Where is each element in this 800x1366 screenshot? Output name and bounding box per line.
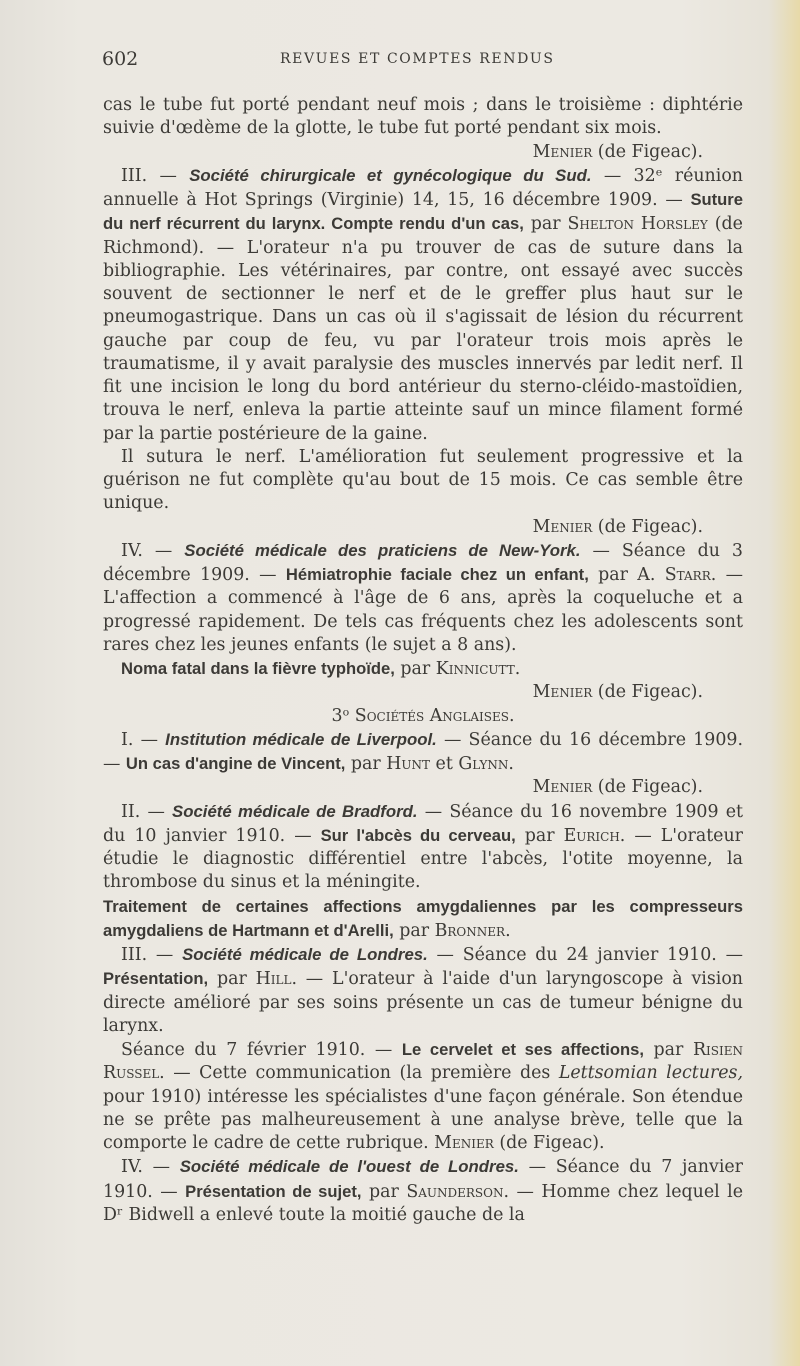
author-name: Risien Russel bbox=[103, 1040, 744, 1084]
report-title: Suture du nerf récurrent du larynx. Compte rendu d'un cas, bbox=[103, 190, 743, 234]
author-name: Glynn bbox=[458, 754, 509, 774]
report-title: Sur l'abcès du cerveau, bbox=[320, 825, 516, 845]
society-name: Société médicale de Londres. bbox=[182, 945, 428, 964]
society-name: Société médicale des praticiens de New-York. bbox=[184, 540, 581, 560]
report-entry: I. — Institution médicale de Liverpool. — Séance du 16 décembre 1909. — Un cas d'angine de Vincent, par Hunt et Glynn. bbox=[103, 729, 743, 774]
report-entry: II. — Société médicale de Bradford. — Séance du 16 novembre 1909 et du 10 janvier 1910. — Sur l'abcès du cerveau, par Eurich. — L'orateur étudie le diagnostic différentiel entre l'abcès, l'otite moyenne, la thrombose du sinus et la méningite. bbox=[103, 801, 744, 893]
signature: Menier (de Figeac). bbox=[532, 682, 703, 703]
lecture-series-name: Lettsomian lectures, bbox=[558, 1063, 744, 1084]
running-title: REVUES ET COMPTES RENDUS bbox=[280, 51, 555, 67]
article-body bbox=[103, 94, 743, 1227]
page-number: 602 bbox=[102, 48, 139, 70]
signature: Menier (de Figeac). bbox=[532, 141, 703, 162]
society-name: Société chirurgicale et gynécologique du Sud. bbox=[189, 165, 592, 185]
author-name: Shelton Horsley bbox=[567, 214, 708, 235]
author-name: Bronner bbox=[434, 920, 506, 941]
paragraph: Séance du 7 février 1910. — Le cervelet et ses affections, par Risien Russel. — Cette communication (la première des Lettsomian lectures, pour 1910) intéresse les spécialistes d'une façon générale. Son étendue ne se prête pas malheureusement à une analyse brève, telle que la comporte le cadre de cette rubrique. Menier (de Figeac). bbox=[103, 1040, 744, 1153]
author-name: Eurich bbox=[563, 825, 620, 846]
report-title: Un cas d'angine de Vincent, bbox=[125, 754, 346, 773]
author-name: Hunt bbox=[386, 754, 431, 774]
author-name: Hill bbox=[255, 969, 292, 990]
society-name: Institution médicale de Liverpool. bbox=[165, 729, 437, 749]
signature: Menier (de Figeac). bbox=[532, 516, 703, 537]
report-title: Hémiatrophie faciale chez un enfant, bbox=[285, 565, 589, 584]
report-entry: III. — Société chirurgicale et gynécologique du Sud. — 32ᵉ réunion annuelle à Hot Springs (Virginie) 14, 15, 16 décembre 1909. — Suture du nerf récurrent du larynx. Compte rendu d'un cas, par Shelton Horsley (de Richmond). — L'orateur n'a pu trouver de cas de suture dans la bibliographie. Les vétérinaires, par contre, ont essayé avec succès souvent de sectionner le nerf et de le greffer plus haut sur le pneumogastrique. Dans un cas où il s'agissait de lésion du récurrent gauche par coup de feu, vu par l'orateur trois mois après le traumatisme, il y avait paralysie des muscles innervés par ledit nerf. Il fit une incision le long du bord antérieur du sterno-cléido-mastoïdien, trouva le nerf, enleva la partie atteinte sauf un mince filament formé par la partie postérieure de la gaine. bbox=[103, 165, 743, 444]
report-title: Traitement de certaines affections amygdaliennes par les compresseurs amygdaliens de Hartmann et d'Arelli, bbox=[103, 896, 743, 940]
section-heading: 3ᵒ Sociétés Anglaises. bbox=[331, 705, 515, 726]
author-name: Saunderson bbox=[406, 1181, 504, 1202]
signature: Menier (de Figeac). bbox=[532, 777, 703, 798]
paragraph: cas le tube fut porté pendant neuf mois ; dans le troisième : diphtérie suivie d'œdème de la glotte, le tube fut porté pendant six mois. bbox=[103, 95, 743, 139]
paragraph: Il sutura le nerf. L'amélioration fut seulement progressive et la guérison ne fut complète qu'au bout de 15 mois. Ce cas semble être unique. bbox=[103, 446, 743, 514]
paragraph: Noma fatal dans la fièvre typhoïde, par Kinnicutt. bbox=[121, 659, 521, 679]
author-name: Starr bbox=[664, 565, 711, 585]
page-header bbox=[102, 48, 762, 76]
report-entry: IV. — Société médicale des praticiens de New-York. — Séance du 3 décembre 1909. — Hémiatrophie faciale chez un enfant, par A. Starr. — L'affection a commencé à l'âge de 6 ans, après la coqueluche et a progressé rapidement. De tels cas fréquents chez les adolescents sont rares chez les jeunes enfants (le sujet a 8 ans). bbox=[103, 540, 743, 655]
paragraph: Traitement de certaines affections amygdaliennes par les compresseurs amygdaliens de Hartmann et d'Arelli, par Bronner. bbox=[103, 896, 743, 941]
report-entry: IV. — Société médicale de l'ouest de Londres. — Séance du 7 janvier 1910. — Présentation de sujet, par Saunderson. — Homme chez lequel le Dʳ Bidwell a enlevé toute la moitié gauche de la bbox=[103, 1157, 744, 1225]
report-entry: III. — Société médicale de Londres. — Séance du 24 janvier 1910. — Présentation, par Hill. — L'orateur à l'aide d'un laryngoscope à vision directe amélioré par ses soins présente un cas de tumeur bénigne du larynx. bbox=[103, 945, 744, 1036]
report-title: Noma fatal dans la fièvre typhoïde, bbox=[121, 659, 395, 678]
report-title: Le cervelet et ses affections, bbox=[401, 1040, 644, 1059]
report-title: Présentation, bbox=[103, 969, 209, 989]
society-name: Société médicale de Bradford. bbox=[172, 801, 418, 821]
report-title: Présentation de sujet, bbox=[185, 1181, 362, 1201]
author-name: Kinnicutt bbox=[435, 659, 515, 679]
society-name: Société médicale de l'ouest de Londres. bbox=[179, 1157, 519, 1177]
